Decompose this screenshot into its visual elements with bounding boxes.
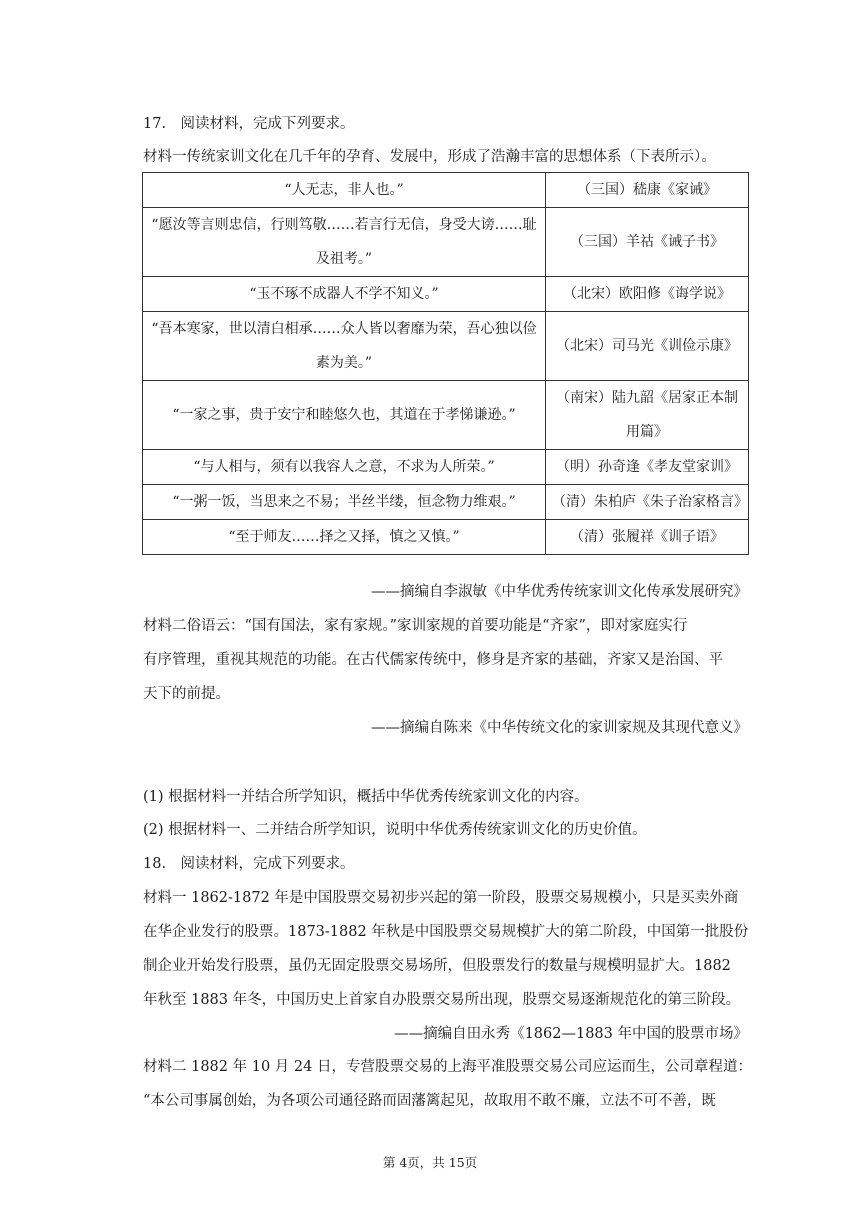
family-instructions-table [142,172,749,555]
table-quote: “一家之事，贵于安宁和睦悠久也，其道在于孝悌谦逊。” [143,381,546,450]
table-source: （三国）羊祜《诫子书》 [546,208,749,277]
table-quote: “玉不琢不成器人不学不知义。” [143,277,546,312]
q18-material1-citation: ——摘编自田永秀《1862—1883 年中国的股票市场》 [394,1026,748,1042]
table-quote: “愿汝等言则忠信，行则笃敬……若言行无信，身受大谤……耻及祖考。” [143,208,546,277]
q18-material1-line: 年秋至 1883 年冬，中国历史上首家自办股票交易所出现，股票交易逐渐规范化的第三阶段。 [143,992,741,1008]
q18-heading: 18. 阅读材料，完成下列要求。 [143,856,355,872]
table-quote: “一粥一饭，当思来之不易；半丝半缕，恒念物力维艰。” [143,485,546,520]
table-row [143,450,749,485]
q17-material2-line: 天下的前提。 [143,686,230,702]
table-row [143,381,749,450]
q17-material2-line: 有序管理，重视其规范的功能。在古代儒家传统中，修身是齐家的基础，齐家又是治国、平 [143,652,723,668]
q18-material1-line: 在华企业发行的股票。1873-1882 年秋是中国股票交易规模扩大的第二阶段，中国第一批股份 [143,924,749,940]
table-source: （三国）嵇康《家诫》 [546,173,749,208]
table-row [143,485,749,520]
table-source: （清）张履祥《训子语》 [546,520,749,555]
q17-subquestion-1: (1) 根据材料一并结合所学知识，概括中华优秀传统家训文化的内容。 [143,789,589,805]
table-quote: “与人相与，须有以我容人之意，不求为人所荣。” [143,450,546,485]
table-row [143,208,749,277]
table-source: （明）孙奇逢《孝友堂家训》 [546,450,749,485]
page-footer: 第 4页，共 15页 [382,1155,478,1170]
q17-material2-line: 材料二俗语云：“国有国法，家有家规。”家训家规的首要功能是“齐家”，即对家庭实行 [143,618,688,634]
table-source: （北宋）司马光《训俭示康》 [546,312,749,381]
table-row [143,277,749,312]
q17-material1-intro: 材料一传统家训文化在几千年的孕育、发展中，形成了浩瀚丰富的思想体系（下表所示）。 [143,149,716,165]
q17-heading: 17. 阅读材料，完成下列要求。 [143,116,355,132]
table-row [143,173,749,208]
table-source: （清）朱柏庐《朱子治家格言》 [546,485,749,520]
q18-material1-line: 制企业开始发行股票，虽仍无固定股票交易场所，但股票发行的数量与规模明显扩大。1882 [143,958,731,974]
table-quote: “至于师友……择之又择，慎之又慎。” [143,520,546,555]
table-quote: “吾本寒家，世以清白相承……众人皆以奢靡为荣，吾心独以俭素为美。” [143,312,546,381]
table-row [143,312,749,381]
q18-material1-line: 材料一 1862-1872 年是中国股票交易初步兴起的第一阶段，股票交易规模小，只是买卖外商 [143,890,739,906]
table-quote: “人无志，非人也。” [143,173,546,208]
q17-material1-citation: ——摘编自李淑敏《中华优秀传统家训文化传承发展研究》 [371,584,748,600]
table-row [143,520,749,555]
q17-subquestion-2: (2) 根据材料一、二并结合所学知识，说明中华优秀传统家训文化的历史价值。 [143,822,647,838]
table-source: （北宋）欧阳修《诲学说》 [546,277,749,312]
q17-material2-citation: ——摘编自陈来《中华传统文化的家训家规及其现代意义》 [371,720,748,736]
q18-material2-line: “本公司事属创始，为各项公司通径路而固藩篱起见，故取用不敢不廉，立法不可不善，既 [143,1093,716,1109]
q18-material2-line: 材料二 1882 年 10 月 24 日，专营股票交易的上海平准股票交易公司应运而生，公司章程道： [143,1059,752,1075]
table-source: （南宋）陆九韶《居家正本制用篇》 [546,381,749,450]
